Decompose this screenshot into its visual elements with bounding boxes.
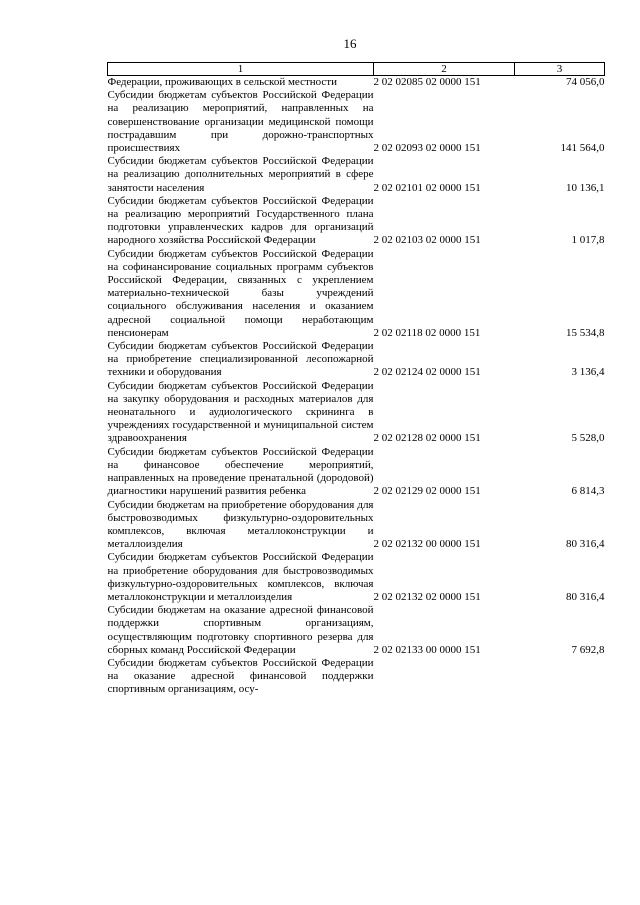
row-amount: 5 528,0 bbox=[571, 432, 605, 445]
table-row bbox=[108, 76, 605, 90]
row-description: Субсидии бюджетам субъектов Российской Федерации на закупку оборудования и расходных материалов для неонатального и аудиологического скрининга в учреждениях государственной и муниципальной систем здравоохранения bbox=[107, 379, 374, 445]
row-code: 2 02 02085 02 0000 151 bbox=[373, 76, 481, 88]
row-description: Субсидии бюджетам субъектов Российской Федерации на реализацию дополнительных мероприятий в сфере занятости населения bbox=[107, 155, 374, 194]
row-description: Федерации, проживающих в сельской местности bbox=[107, 76, 338, 88]
column-header-code: 2 bbox=[374, 63, 515, 76]
row-amount bbox=[515, 657, 605, 697]
row-amount: 6 814,3 bbox=[571, 485, 605, 498]
table-row bbox=[108, 446, 605, 499]
row-code: 2 02 02103 02 0000 151 bbox=[373, 234, 481, 247]
table-row bbox=[108, 380, 605, 446]
column-header-description: 1 bbox=[108, 63, 374, 76]
row-description: Субсидии бюджетам субъектов Российской Федерации на реализацию мероприятий, направленных на совершенствование организации медицинской помощи пострадавшим при дорожно-транспортных происшествиях bbox=[107, 89, 374, 155]
row-description: Субсидии бюджетам субъектов Российской Федерации на финансовое обеспечение мероприятий, направленных на проведение пренатальной (дородовой) диагностики нарушений развития ребенка bbox=[107, 445, 374, 498]
row-description: Субсидии бюджетам на оказание адресной финансовой поддержки спортивным организациям, осуществляющим подготовку спортивного резерва для сборных команд Российской Федерации bbox=[107, 604, 374, 656]
row-amount: 1 017,8 bbox=[571, 234, 605, 247]
row-code: 2 02 02118 02 0000 151 bbox=[373, 326, 481, 339]
row-amount: 74 056,0 bbox=[566, 76, 605, 88]
row-code: 2 02 02128 02 0000 151 bbox=[373, 432, 481, 445]
table-row bbox=[108, 89, 605, 155]
row-amount: 10 136,1 bbox=[566, 181, 605, 194]
row-code bbox=[374, 657, 515, 697]
row-description: Субсидии бюджетам на приобретение оборудования для быстровозводимых физкультурно-оздоровительных комплексов, включая металлоконструкции и металлоизделия bbox=[107, 498, 374, 551]
table-row bbox=[108, 499, 605, 552]
row-code: 2 02 02133 00 0000 151 bbox=[373, 643, 481, 656]
table-row bbox=[108, 340, 605, 380]
table-header-row bbox=[108, 63, 605, 76]
table-row bbox=[108, 248, 605, 340]
row-code: 2 02 02129 02 0000 151 bbox=[373, 485, 481, 498]
table-row bbox=[108, 551, 605, 604]
table-row bbox=[108, 195, 605, 248]
row-code: 2 02 02101 02 0000 151 bbox=[373, 181, 481, 194]
row-description: Субсидии бюджетам субъектов Российской Федерации на приобретение оборудования для быстровозводимых физкультурно-оздоровительных комплексов, включая металлоконструкции и металлоизделия bbox=[107, 551, 374, 603]
row-description: Субсидии бюджетам субъектов Российской Федерации на реализацию мероприятий Государственного плана подготовки управленческих кадров для организаций народного хозяйства Российской Федерации bbox=[107, 194, 374, 247]
budget-table bbox=[107, 62, 605, 697]
row-amount: 3 136,4 bbox=[571, 366, 605, 379]
row-amount: 141 564,0 bbox=[560, 142, 605, 155]
table-row bbox=[108, 604, 605, 657]
row-amount: 80 316,4 bbox=[566, 590, 605, 603]
table-row bbox=[108, 657, 605, 697]
column-header-amount: 3 bbox=[515, 63, 605, 76]
row-amount: 7 692,8 bbox=[571, 643, 605, 656]
row-code: 2 02 02093 02 0000 151 bbox=[373, 142, 481, 155]
page-number: 16 bbox=[343, 36, 357, 51]
row-amount: 80 316,4 bbox=[566, 538, 605, 551]
row-amount: 15 534,8 bbox=[566, 326, 605, 339]
row-code: 2 02 02124 02 0000 151 bbox=[373, 366, 481, 379]
row-description: Субсидии бюджетам субъектов Российской Федерации на приобретение специализированной лесопожарной техники и оборудования bbox=[107, 340, 374, 379]
row-description: Субсидии бюджетам субъектов Российской Федерации на оказание адресной финансовой поддержки спортивным организациям, осу- bbox=[107, 656, 374, 696]
row-description: Субсидии бюджетам субъектов Российской Федерации на софинансирование социальных программ субъектов Российской Федерации, связанных с укреплением материально-технической базы учреждений социального обслуживания населения и оказанием адресной социальной помощи неработающим пенсионерам bbox=[107, 247, 374, 339]
row-code: 2 02 02132 00 0000 151 bbox=[373, 538, 481, 551]
row-code: 2 02 02132 02 0000 151 bbox=[373, 590, 481, 603]
table-row bbox=[108, 155, 605, 195]
